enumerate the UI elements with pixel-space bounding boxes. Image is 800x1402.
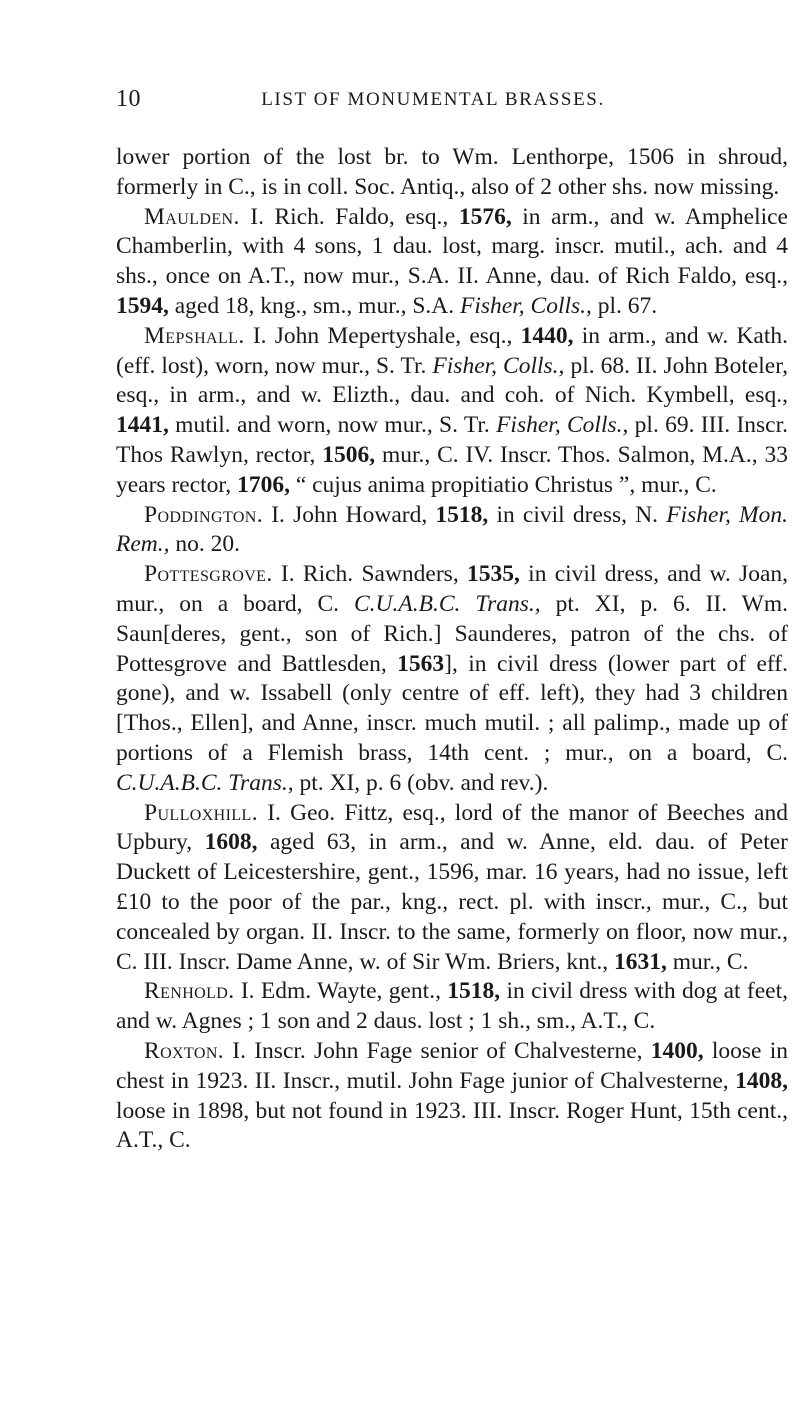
place-name: Pottesgrove.	[144, 561, 273, 588]
citation: C.U.A.B.C. Trans.,	[116, 769, 294, 796]
place-name: Roxton.	[144, 1037, 225, 1064]
citation: Fisher, Colls.,	[432, 352, 565, 379]
place-name: Maulden.	[144, 203, 240, 230]
entry-text: I. John Howard,	[263, 501, 436, 528]
year: 1706,	[237, 471, 290, 498]
entry-text: pl. 67.	[591, 292, 658, 319]
place-name: Poddington.	[144, 501, 264, 528]
entry-text: in arm., and w. Kath. (eff. lost), worn, now mur., S. Tr.	[116, 322, 788, 379]
entry-mepshall	[116, 322, 788, 501]
citation: Fisher, Mon. Rem.,	[116, 501, 789, 558]
entry-text: ], in civil dress (lower part of eff. gone), and w. Issabell (only centre of eff. left), they had 3 children [Thos., Ellen], and Anne, inscr. much mutil. ; all palimp., made up of portions of a Flemish brass, 14th cent. ; mur., on a board, C.	[116, 650, 788, 766]
running-title: LIST OF MONUMENTAL BRASSES.	[261, 89, 605, 110]
entry-text: lower portion of the lost br. to Wm. Lenthorpe, 1506 in shroud, formerly in C., is in coll. Soc. Antiq., also of 2 other shs. now missing.	[116, 144, 788, 200]
place-name: Mepshall.	[144, 322, 245, 349]
place-name: Renhold.	[144, 978, 235, 1005]
page-number: 10	[116, 86, 141, 112]
entry-renhold	[116, 977, 788, 1037]
entry-text: loose in 1898, but not found in 1923. III. Inscr. Roger Hunt, 15th cent., A.T., C.	[116, 1097, 788, 1154]
entry-pulloxhill	[116, 799, 788, 978]
entry-text: pl. 68. II. John Boteler, esq., in arm., and w. Elizth., dau. and coh. of Nich. Kymbell, esq.,	[116, 352, 788, 409]
entry-text: in civil dress, N.	[488, 501, 667, 528]
page-header	[116, 86, 730, 122]
year: 1440,	[520, 322, 574, 349]
entry-text: pt. XI, p. 6. II. Wm. Saun[deres, gent., son of Rich.] Saunderes, patron of the chs. of Pottesgrove and Battlesden,	[116, 590, 788, 677]
entry-continuation	[116, 143, 788, 203]
year: 1631,	[614, 948, 667, 975]
year: 1518,	[447, 978, 501, 1005]
entry-text: I. Rich. Faldo, esq.,	[239, 203, 459, 230]
entry-text: I. John Mepertyshale, esq.,	[244, 322, 521, 349]
place-name: Pulloxhill.	[144, 799, 258, 826]
citation: Fisher, Colls.,	[496, 412, 629, 439]
year: 1608,	[204, 829, 258, 856]
citation: C.U.A.B.C. Trans.,	[354, 590, 541, 617]
entry-text: “ cujus anima propitiatio Christus ”, mur., C.	[289, 471, 717, 498]
year: 1535,	[467, 561, 520, 588]
entry-text: mutil. and worn, now mur., S. Tr.	[168, 412, 497, 439]
citation: Fisher, Colls.,	[460, 292, 592, 319]
entry-text: in civil dress with dog at feet, and w. Agnes ; 1 son and 2 daus. lost ; 1 sh., sm., A.T., C.	[116, 978, 788, 1035]
entry-poddington	[116, 501, 788, 561]
year: 1400,	[650, 1037, 704, 1064]
year: 1441,	[116, 412, 169, 439]
entry-pottesgrove	[116, 560, 788, 798]
entry-text: pt. XI, p. 6 (obv. and rev.).	[293, 769, 549, 796]
entry-text: loose in chest in 1923. II. Inscr., mutil. John Fage junior of Chalvesterne,	[116, 1037, 788, 1094]
entry-text: in civil dress, and w. Joan, mur., on a board, C.	[116, 561, 789, 617]
year: 1576,	[458, 203, 512, 230]
entry-text: I. Rich. Sawnders,	[272, 561, 467, 588]
entry-text: I. Edm. Wayte, gent.,	[234, 978, 448, 1005]
entry-text: aged 63, in arm., and w. Anne, eld. dau. of Peter Duckett of Leicestershire, gent., 1596, mar. 16 years, had no issue, left £10 to the poor of the par., kng., rect. pl. with inscr., mur., C., but concealed by organ. II. Inscr. to the same, formerly on floor, now mur., C. III. Inscr. Dame Anne, w. of Sir Wm. Briers, knt.,	[116, 829, 788, 975]
entry-maulden	[116, 203, 788, 322]
entry-text: pl. 69. III. Inscr. Thos Rawlyn, rector,	[116, 412, 789, 468]
year: 1563	[397, 650, 445, 677]
year: 1506,	[322, 441, 376, 468]
entry-text: aged 18, kng., sm., mur., S.A.	[168, 292, 461, 319]
year: 1408,	[735, 1067, 788, 1094]
entry-text: I. Geo. Fittz, esq., lord of the manor of Beeches and Upbury,	[116, 799, 788, 856]
entry-text: I. Inscr. John Fage senior of Chalvesterne,	[224, 1037, 651, 1064]
entry-roxton	[116, 1037, 788, 1156]
year: 1594,	[116, 292, 169, 319]
entry-text: mur., C. IV. Inscr. Thos. Salmon, M.A., 33 years rector,	[116, 441, 788, 498]
page-body	[116, 143, 788, 1156]
entry-text: mur., C.	[666, 948, 749, 975]
entry-text: in arm., and w. Amphelice Chamberlin, with 4 sons, 1 dau. lost, marg. inscr. mutil., ach. and 4 shs., once on A.T., now mur., S.A. II. Anne, dau. of Rich Faldo, esq.,	[116, 203, 788, 290]
year: 1518,	[435, 501, 489, 528]
entry-text: no. 20.	[169, 531, 241, 558]
